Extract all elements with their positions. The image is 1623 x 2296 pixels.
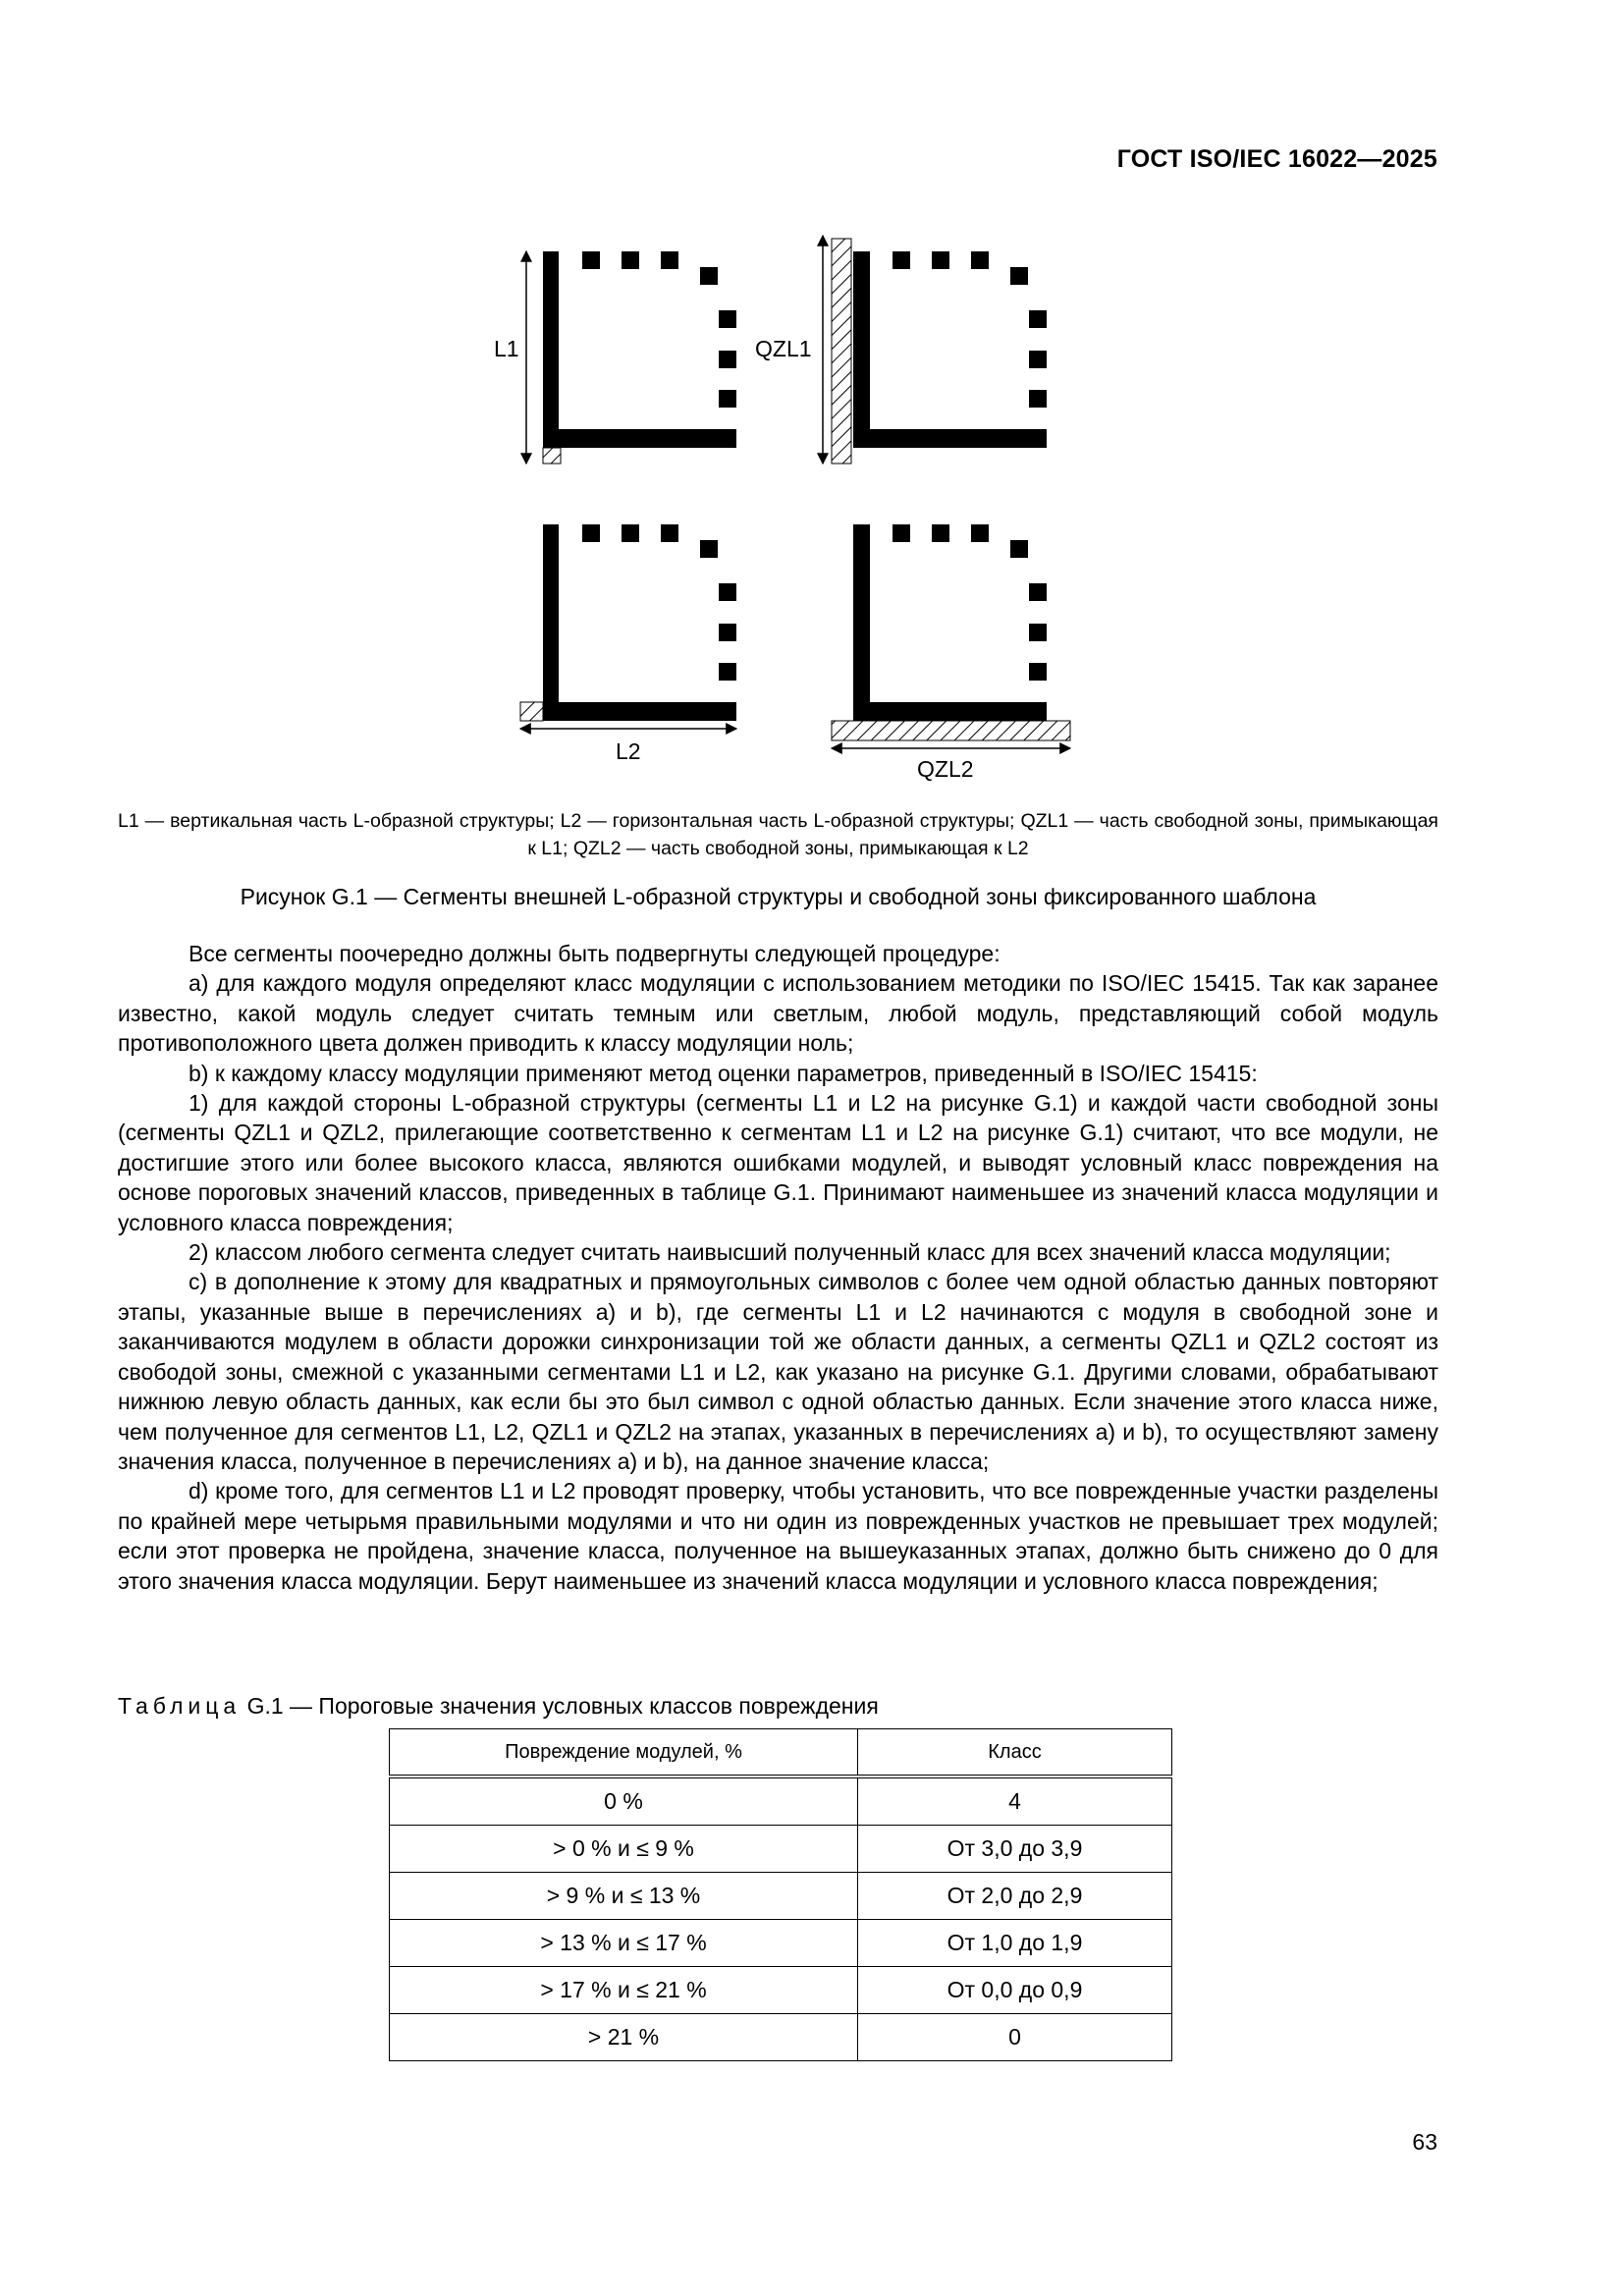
damage-grade-table — [389, 1728, 1172, 2061]
table-title-prefix: Таблица — [118, 1693, 242, 1719]
table-title — [118, 1693, 879, 1720]
paragraph: 1) для каждой стороны L-образной структуры (сегменты L1 и L2 на рисунке G.1) и каждой части свободной зоны (сегменты QZL1 и QZL2, прилегающие соответственно к сегментам L1 и L2 на рисунке G.1) считают, что все модули, не достигшие этого или более высокого класса, являются ошибками модулей, и выводят условный класс повреждения на основе пороговых значений классов, приведенных в таблице G.1. Принимают наименьшее из значений класса модуляции и условного класса повреждения; — [118, 1090, 1438, 1235]
table-title-text: G.1 — Пороговые значения условных классов повреждения — [246, 1693, 879, 1719]
table-cell: От 2,0 до 2,9 — [858, 1873, 1172, 1920]
timing-modules — [582, 524, 736, 681]
table-row — [390, 2014, 1172, 2061]
table-row — [390, 1826, 1172, 1873]
paragraph: b) к каждому классу модуляции применяют метод оценки параметров, приведенный в ISO/IEC 15415: — [189, 1060, 1258, 1086]
label-l2: L2 — [616, 738, 641, 764]
paragraph: 2) классом любого сегмента следует считать наивысший полученный класс для всех значений класса модуляции; — [189, 1239, 1391, 1266]
table-cell: 0 — [858, 2014, 1172, 2061]
hatched-corner — [520, 702, 543, 721]
hatched-quiet-zone — [832, 239, 851, 464]
figure-g1-diagram — [0, 0, 1623, 786]
document-header: ГОСТ ISO/IEC 16022—2025 — [1116, 145, 1437, 173]
label-qzl1: QZL1 — [755, 336, 812, 361]
table-cell: > 13 % и ≤ 17 % — [390, 1920, 858, 1967]
paragraph: d) кроме того, для сегментов L1 и L2 проводят проверку, чтобы установить, что все поврежденные участки разделены по крайней мере четырьмя правильными модулями и что ни один из поврежденных участков не превышает трех модулей; если этот проверка не пройдена, значение класса, полученное на вышеуказанных этапах, должно быть снижено до 0 для этого значения класса модуляции. Берут наименьшее из значений класса модуляции и условного класса повреждения; — [118, 1478, 1438, 1594]
body-text — [118, 939, 1438, 1596]
timing-modules — [893, 524, 1047, 681]
table-row — [390, 1920, 1172, 1967]
table-row — [390, 1777, 1172, 1826]
hatched-quiet-zone — [832, 721, 1070, 740]
page-number: 63 — [1412, 2129, 1437, 2155]
table-cell: > 0 % и ≤ 9 % — [390, 1826, 858, 1873]
figure-legend: L1 — вертикальная часть L-образной структуры; L2 — горизонтальная часть L-образной структуры; QZL1 — часть свободной зоны, примыкающая к L1; QZL2 — часть свободной зоны, примыкающая к L2 — [118, 810, 1438, 859]
table-cell: От 1,0 до 1,9 — [858, 1920, 1172, 1967]
paragraph: a) для каждого модуля определяют класс модуляции с использованием методики по ISO/IEC 15415. Так как заранее известно, какой модуль следует считать темным или светлым, любой модуль, представляющий собой модуль противоположного цвета должен приводить к классу модуляции ноль; — [118, 970, 1438, 1057]
table-cell: > 9 % и ≤ 13 % — [390, 1873, 858, 1920]
table-cell: > 21 % — [390, 2014, 858, 2061]
table-cell: > 17 % и ≤ 21 % — [390, 1967, 858, 2014]
label-l1: L1 — [494, 336, 519, 361]
table-cell: От 3,0 до 3,9 — [858, 1826, 1172, 1873]
table-row — [390, 1967, 1172, 2014]
pattern-qzl1 — [755, 236, 1047, 464]
timing-modules — [893, 251, 1047, 408]
column-header: Класс — [858, 1729, 1172, 1777]
table-cell: От 0,0 до 0,9 — [858, 1967, 1172, 2014]
column-header: Повреждение модулей, % — [390, 1729, 858, 1777]
table-cell: 4 — [858, 1777, 1172, 1826]
timing-modules — [582, 251, 736, 408]
figure-caption: Рисунок G.1 — Сегменты внешней L-образной структуры и свободной зоны фиксированного шаблона — [240, 884, 1317, 909]
paragraph: c) в дополнение к этому для квадратных и прямоугольных символов с более чем одной областью данных повторяют этапы, указанные выше в перечислениях а) и b), где сегменты L1 и L2 начинаются с модуля в свободной зоне и заканчиваются модулем в области дорожки синхронизации той же области данных, а сегменты QZL1 и QZL2 состоят из свободой зоны, смежной с указанными сегментами L1 и L2, как указано на рисунке G.1. Другими словами, обрабатывают нижнюю левую область данных, как если бы это был символ с одной областью данных. Если значение этого класса ниже, чем полученное для сегментов L1, L2, QZL1 и QZL2 на этапах, указанных в перечислениях а) и b), то осуществляют замену значения класса, полученное в перечислениях а) и b), на данное значение класса; — [118, 1269, 1438, 1474]
hatched-corner — [543, 448, 561, 464]
paragraph: Все сегменты поочередно должны быть подвергнуты следующей процедуре: — [189, 941, 1001, 966]
pattern-l1 — [494, 251, 736, 464]
table-cell: 0 % — [390, 1777, 858, 1826]
label-qzl2: QZL2 — [917, 756, 974, 782]
pattern-l2 — [520, 524, 736, 764]
table-header-row — [390, 1729, 1172, 1777]
table-row — [390, 1873, 1172, 1920]
pattern-qzl2 — [832, 524, 1070, 782]
